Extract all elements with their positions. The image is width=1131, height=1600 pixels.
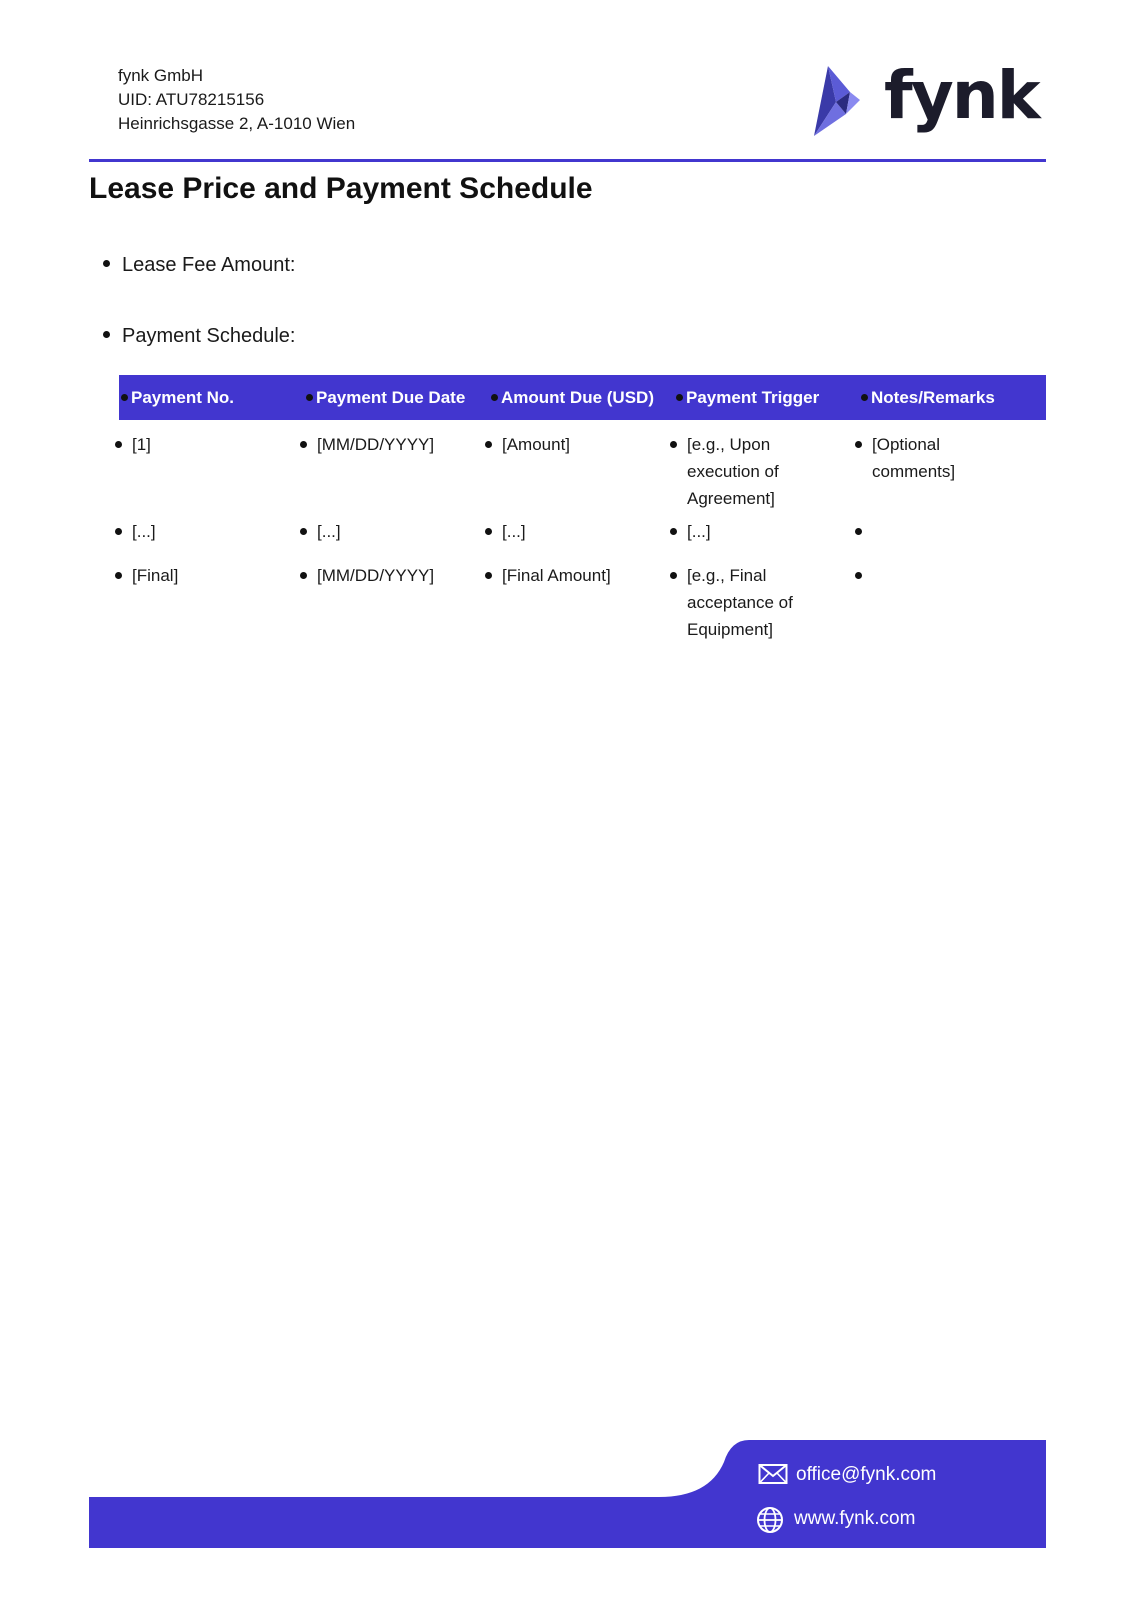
cell-text: [...] <box>687 522 711 541</box>
column-header <box>131 375 234 420</box>
bullet-icon <box>855 528 862 535</box>
list-item-label: Lease Fee Amount: <box>122 254 296 276</box>
footer-email[interactable] <box>796 1464 936 1486</box>
list-item-label: Payment Schedule: <box>122 325 296 347</box>
bullet-icon <box>103 260 110 267</box>
table-cell <box>872 431 1022 485</box>
bullet-icon <box>485 441 492 448</box>
cell-text: [Optional comments] <box>872 435 956 481</box>
origami-bird-icon <box>806 62 876 144</box>
cell-text: [MM/DD/YYYY] <box>317 435 435 454</box>
logo-wordmark: fynk <box>884 57 1039 134</box>
table-cell <box>687 518 837 545</box>
column-header-label: Payment Due Date <box>316 388 466 407</box>
table-cell <box>317 562 477 589</box>
table-cell <box>132 431 292 458</box>
cell-text: [e.g., Final acceptance of Equipment] <box>687 566 793 639</box>
page-title: Lease Price and Payment Schedule <box>89 172 593 205</box>
table-cell <box>687 431 837 512</box>
bullet-icon <box>670 441 677 448</box>
bullet-icon <box>300 572 307 579</box>
bullet-icon <box>861 394 868 401</box>
bullet-icon <box>670 528 677 535</box>
table-cell <box>132 518 292 545</box>
bullet-icon <box>676 394 683 401</box>
column-header-label: Notes/Remarks <box>871 388 995 407</box>
column-header <box>316 375 465 420</box>
bullet-icon <box>855 572 862 579</box>
bullet-icon <box>115 528 122 535</box>
cell-text: [e.g., Upon execution of Agreement] <box>687 435 779 508</box>
footer-email-text[interactable]: office@fynk.com <box>796 1464 937 1485</box>
fynk-logo <box>806 57 1039 144</box>
table-row <box>113 420 1046 518</box>
company-info <box>118 64 355 136</box>
payment-schedule-table <box>113 375 1046 652</box>
column-header-label: Payment Trigger <box>686 388 820 407</box>
cell-text: [...] <box>317 522 341 541</box>
company-address: Heinrichsgasse 2, A-1010 Wien <box>118 114 356 133</box>
bullet-icon <box>306 394 313 401</box>
header-divider <box>89 159 1046 162</box>
table-cell <box>317 431 477 458</box>
globe-icon <box>756 1506 784 1534</box>
bullet-icon <box>115 441 122 448</box>
footer-website-text[interactable]: www.fynk.com <box>794 1508 916 1529</box>
bullet-icon <box>103 331 110 338</box>
list-item-lease-fee <box>103 254 295 277</box>
envelope-icon <box>758 1462 788 1486</box>
column-header-label: Payment No. <box>131 388 234 407</box>
column-header-label: Amount Due (USD) <box>501 388 654 407</box>
table-cell <box>687 562 837 643</box>
bullet-icon <box>485 528 492 535</box>
footer-banner <box>89 1440 1046 1548</box>
footer-background <box>89 1440 1046 1548</box>
cell-text: [MM/DD/YYYY] <box>317 566 435 585</box>
table-cell <box>502 562 662 589</box>
cell-text: [...] <box>132 522 156 541</box>
footer-website[interactable] <box>794 1508 915 1530</box>
column-header <box>501 375 654 420</box>
company-name: fynk GmbH <box>118 66 204 85</box>
bullet-icon <box>491 394 498 401</box>
table-cell <box>317 518 477 545</box>
bullet-icon <box>300 441 307 448</box>
company-uid: UID: ATU78215156 <box>118 90 265 109</box>
bullet-icon <box>670 572 677 579</box>
cell-text: [Amount] <box>502 435 571 454</box>
cell-text: [1] <box>132 435 151 454</box>
bullet-icon <box>115 572 122 579</box>
bullet-icon <box>855 441 862 448</box>
table-cell <box>132 562 292 589</box>
table-cell <box>502 518 662 545</box>
bullet-icon <box>121 394 128 401</box>
cell-text: [Final Amount] <box>502 566 611 585</box>
bullet-icon <box>485 572 492 579</box>
table-row <box>113 562 1046 652</box>
bullet-icon <box>300 528 307 535</box>
cell-text: [...] <box>502 522 526 541</box>
column-header <box>686 375 819 420</box>
table-header <box>119 375 1046 420</box>
column-header <box>871 375 995 420</box>
table-row <box>113 518 1046 562</box>
cell-text: [Final] <box>132 566 179 585</box>
table-cell <box>502 431 662 458</box>
list-item-payment-schedule <box>103 325 295 348</box>
